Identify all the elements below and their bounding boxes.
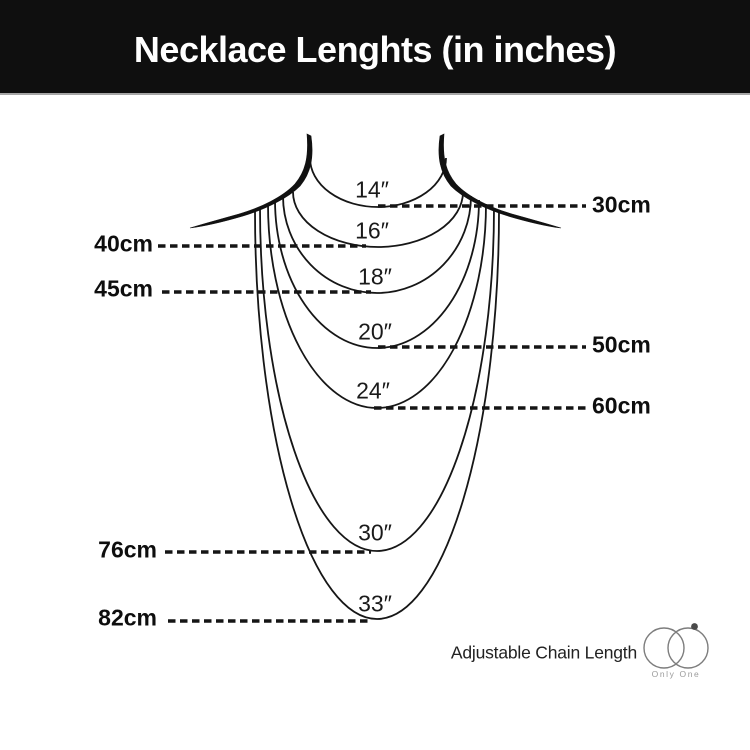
cm-label-45: 45cm <box>94 275 153 302</box>
cm-label-40: 40cm <box>94 230 153 257</box>
right-neck-shoulder-shape <box>439 134 561 228</box>
inch-label-30: 30″ <box>358 519 392 546</box>
brand-name: Only One <box>651 669 701 679</box>
cm-label-60: 60cm <box>592 392 651 419</box>
inch-label-16: 16″ <box>355 217 389 244</box>
footer-caption: Adjustable Chain Length <box>450 642 637 663</box>
inch-label-20: 20″ <box>358 318 392 345</box>
cm-label-76: 76cm <box>98 536 157 563</box>
registered-dot-icon <box>691 623 698 630</box>
inch-label-18: 18″ <box>358 263 392 290</box>
cm-label-30: 30cm <box>592 191 651 218</box>
logo-circle-left <box>644 628 684 668</box>
cm-label-50: 50cm <box>592 331 651 358</box>
cm-label-82: 82cm <box>98 604 157 631</box>
inch-label-24: 24″ <box>356 377 390 404</box>
left-neck-shoulder-shape <box>190 134 312 228</box>
logo-circle-right <box>668 628 708 668</box>
inch-label-14: 14″ <box>355 176 389 203</box>
brand-logo <box>636 614 720 688</box>
page-title: Necklace Lenghts (in inches) <box>133 28 617 70</box>
inch-label-33: 33″ <box>358 590 392 617</box>
